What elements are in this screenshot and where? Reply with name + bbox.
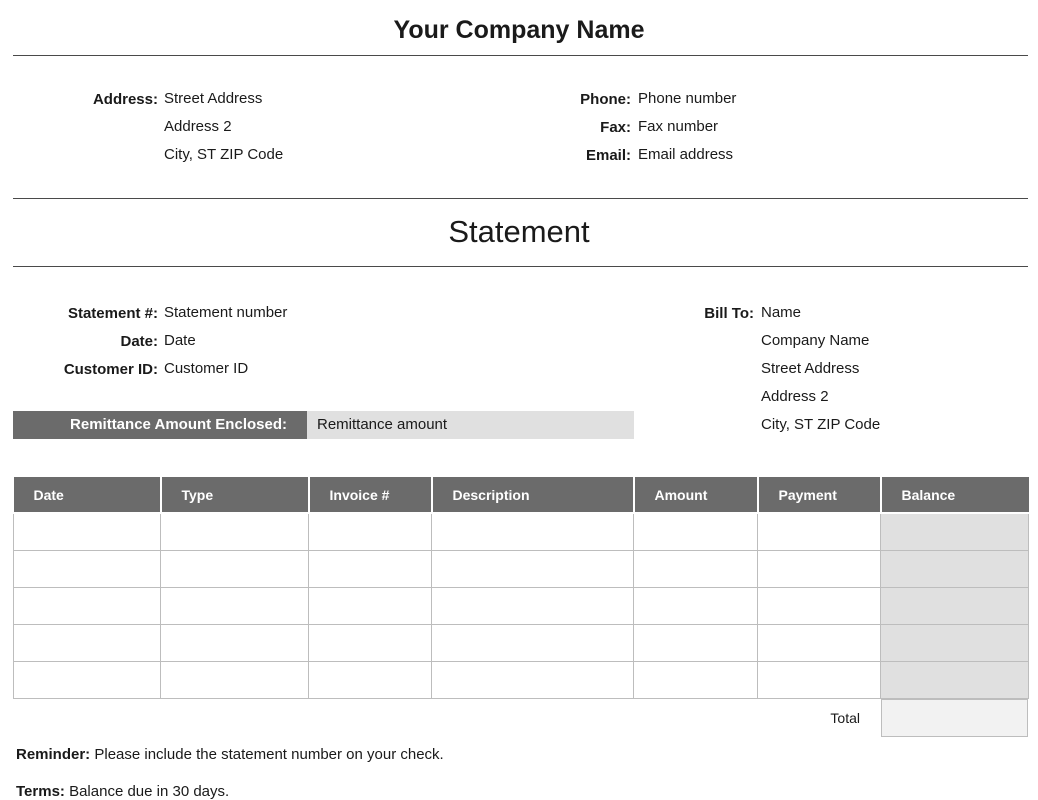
divider-lower: [13, 266, 1028, 267]
customer-id-label: Customer ID:: [63, 361, 158, 378]
cell-type[interactable]: [161, 624, 309, 661]
cell-date[interactable]: [14, 587, 161, 624]
cell-date[interactable]: [14, 661, 161, 698]
address-label: Address:: [92, 91, 158, 108]
cell-invoice[interactable]: [309, 624, 432, 661]
reminder-label: Reminder:: [16, 746, 91, 763]
reminder-note: [16, 746, 444, 763]
table-row: [14, 587, 1029, 624]
statement-number-label: Statement #:: [67, 305, 158, 322]
terms-note: [16, 783, 229, 800]
cell-date[interactable]: [14, 550, 161, 587]
statement-number-value: Statement number: [164, 304, 288, 321]
statement-title: Statement: [448, 214, 590, 249]
cell-payment[interactable]: [758, 624, 881, 661]
reminder-text: Please include the statement number on your check.: [90, 746, 444, 763]
cell-description[interactable]: [432, 513, 634, 550]
cell-description[interactable]: [432, 661, 634, 698]
cell-description[interactable]: [432, 550, 634, 587]
email-label: Email:: [585, 147, 631, 164]
bill-to-line-3: Street Address: [761, 360, 860, 377]
email-value: Email address: [638, 146, 734, 163]
cell-date[interactable]: [14, 624, 161, 661]
cell-amount[interactable]: [634, 661, 758, 698]
cell-balance[interactable]: [881, 587, 1029, 624]
bill-to-line-1: Name: [761, 304, 802, 321]
cell-payment[interactable]: [758, 550, 881, 587]
cell-amount[interactable]: [634, 550, 758, 587]
divider-middle: [13, 198, 1028, 199]
bill-to-line-2: Company Name: [761, 332, 870, 349]
cell-balance[interactable]: [881, 550, 1029, 587]
cell-type[interactable]: [161, 513, 309, 550]
cell-payment[interactable]: [758, 587, 881, 624]
table-row: [14, 624, 1029, 661]
company-address-line-1: Street Address: [164, 90, 263, 107]
cell-balance[interactable]: [881, 624, 1029, 661]
column-header-payment: Payment: [758, 477, 881, 513]
bill-to-line-4: Address 2: [761, 388, 829, 405]
cell-amount[interactable]: [634, 587, 758, 624]
cell-balance[interactable]: [881, 661, 1029, 698]
cell-type[interactable]: [161, 587, 309, 624]
bill-to-line-5: City, ST ZIP Code: [761, 416, 881, 433]
bill-to-label: Bill To:: [704, 305, 754, 322]
table-body: [14, 513, 1029, 698]
cell-payment[interactable]: [758, 513, 881, 550]
company-address-line-3: City, ST ZIP Code: [164, 146, 284, 163]
column-header-invoice: Invoice #: [309, 477, 432, 513]
fax-value: Fax number: [638, 118, 719, 135]
cell-type[interactable]: [161, 661, 309, 698]
cell-balance[interactable]: [881, 513, 1029, 550]
cell-invoice[interactable]: [309, 513, 432, 550]
cell-date[interactable]: [14, 513, 161, 550]
statement-date-value: Date: [164, 332, 196, 349]
phone-label: Phone:: [580, 91, 631, 108]
table-row: [14, 513, 1029, 550]
column-header-type: Type: [161, 477, 309, 513]
table-row: [14, 661, 1029, 698]
terms-label: Terms:: [16, 783, 65, 800]
phone-value: Phone number: [638, 90, 737, 107]
column-header-amount: Amount: [634, 477, 758, 513]
total-label: Total: [830, 710, 860, 726]
company-name: Your Company Name: [393, 16, 645, 44]
remittance-amount-field[interactable]: Remittance amount: [307, 411, 634, 439]
cell-invoice[interactable]: [309, 661, 432, 698]
company-address-line-2: Address 2: [164, 118, 232, 135]
total-value-cell[interactable]: [881, 699, 1028, 737]
column-header-date: Date: [14, 477, 161, 513]
column-header-balance: Balance: [881, 477, 1029, 513]
customer-id-value: Customer ID: [164, 360, 249, 377]
cell-invoice[interactable]: [309, 550, 432, 587]
column-header-description: Description: [432, 477, 634, 513]
statement-date-label: Date:: [120, 333, 158, 350]
cell-invoice[interactable]: [309, 587, 432, 624]
cell-payment[interactable]: [758, 661, 881, 698]
cell-description[interactable]: [432, 624, 634, 661]
divider-top: [13, 55, 1028, 56]
transactions-table: [13, 477, 1029, 699]
terms-text: Balance due in 30 days.: [64, 783, 230, 800]
table-header-row: [14, 477, 1029, 513]
cell-type[interactable]: [161, 550, 309, 587]
cell-amount[interactable]: [634, 513, 758, 550]
fax-label: Fax:: [600, 119, 631, 136]
cell-amount[interactable]: [634, 624, 758, 661]
cell-description[interactable]: [432, 587, 634, 624]
table-row: [14, 550, 1029, 587]
remittance-label: Remittance Amount Enclosed:: [13, 411, 307, 439]
